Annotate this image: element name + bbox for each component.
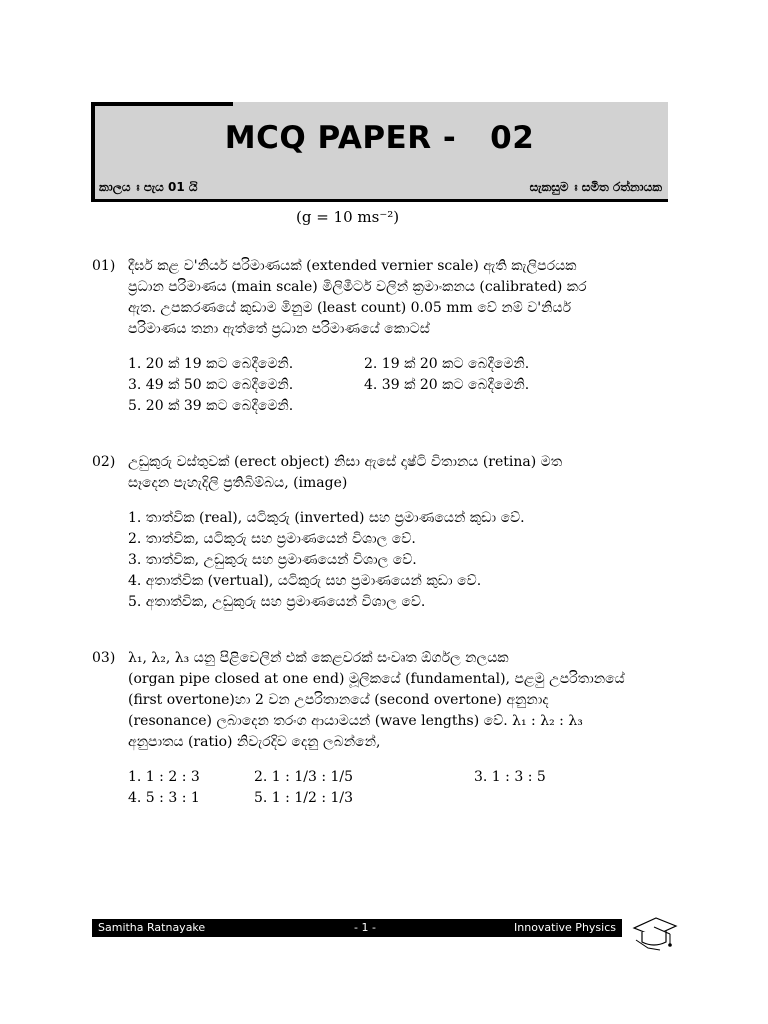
footer-author: Samitha Ratnayake (98, 921, 206, 934)
gravity-note: (g = 10 ms⁻²) (296, 208, 400, 226)
option-4[interactable]: 4. 5 : 3 : 1 (128, 790, 200, 806)
question-text-line: ඇත. උපකරණයේ කුඩාම මිනුම (least count) 0.05 mm වේ නම් ව'නියර් (128, 300, 572, 316)
option-5[interactable]: 5. 1 : 1/2 : 1/3 (254, 790, 354, 806)
question-text (128, 452, 692, 494)
option-1[interactable]: 1. 20 ක් 19 කට බෙදීමෙනි. (128, 356, 294, 372)
question-text-line: (organ pipe closed at one end) මූලිකයේ (fundamental), පළමු උපරිතානයේ (128, 671, 625, 687)
question-text-line: දීර්ඝ කළ ව'නියර් පරිමාණයක් (extended vernier scale) ඇති කැලිපරයක (128, 258, 577, 274)
option-2[interactable]: 2. තාත්වික, යටිකුරු සහ ප්‍රමාණයෙන් විශාල වේ. (128, 531, 416, 547)
question-1 (92, 256, 692, 420)
option-3[interactable]: 3. තාත්වික, උඩුකුරු සහ ප්‍රමාණයෙන් විශාල වේ. (128, 552, 417, 568)
question-2 (92, 452, 692, 616)
answer-options (128, 354, 692, 420)
option-4[interactable]: 4. අතාත්වික (vertual), යටිකුරු සහ ප්‍රමාණයෙන් කුඩා වේ. (128, 573, 482, 589)
question-text (128, 256, 692, 340)
question-text-line: (resonance) ලබාදෙන තරංග ආයාමයන් (wave lengths) වේ. λ₁ : λ₂ : λ₃ (128, 713, 583, 729)
answer-options (128, 767, 692, 811)
question-text-line: ප්‍රධාන පරිමාණය (main scale) මිලිමීටර් වලින් ක්‍රමාංකනය (calibrated) කර (128, 279, 587, 295)
page-number: - 1 - (354, 921, 376, 934)
question-text-line: (first overtone)හා 2 වන උපරිතානයේ (second overtone) අනුනාද (128, 692, 549, 708)
option-2[interactable]: 2. 19 ක් 20 කට බෙදීමෙනි. (364, 356, 530, 372)
option-4[interactable]: 4. 39 ක් 20 කට බෙදීමෙනි. (364, 377, 530, 393)
question-number: 01) (92, 258, 116, 274)
footer-brand: Innovative Physics (514, 921, 616, 934)
option-1[interactable]: 1. 1 : 2 : 3 (128, 769, 200, 785)
option-3[interactable]: 3. 49 ක් 50 කට බෙදීමෙනි. (128, 377, 294, 393)
graduation-cap-icon (630, 912, 678, 952)
paper-title: MCQ PAPER - 02 (224, 120, 535, 156)
question-text-line: λ₁, λ₂, λ₃ යනු පිළිවෙලින් එක් කෙළවරක් සංවෘත ඕර්ගල නලයක (128, 650, 509, 666)
question-number: 02) (92, 454, 116, 470)
question-3 (92, 648, 692, 811)
question-text-line: සෑදෙන පැහැදිලි ප්‍රතිබිම්බය, (image) (128, 475, 348, 491)
header-top-rule (91, 102, 233, 106)
option-1[interactable]: 1. තාත්වික (real), යටිකුරු (inverted) සහ ප්‍රමාණයෙන් කුඩා වේ. (128, 510, 525, 526)
option-2[interactable]: 2. 1 : 1/3 : 1/5 (254, 769, 354, 785)
question-text-line: උඩුකුරු වස්තුවක් (erect object) නිසා ඇසේ දෘෂ්ටි විතානය (retina) මත (128, 454, 563, 470)
author-label: සැකසුම ඃ සමිත රත්නායක (529, 180, 662, 194)
page-footer (92, 919, 622, 937)
option-3[interactable]: 3. 1 : 3 : 5 (474, 769, 546, 785)
option-5[interactable]: 5. අතාත්වික, උඩුකුරු සහ ප්‍රමාණයෙන් විශාල වේ. (128, 594, 426, 610)
question-number: 03) (92, 650, 116, 666)
answer-options (128, 508, 692, 616)
paper-header (91, 102, 668, 202)
question-text (128, 648, 692, 753)
duration-label: කාලය ඃ පැය 01 යි (99, 180, 198, 194)
header-bottom-rule (91, 199, 668, 202)
question-text-line: අනුපාතය (ratio) නිවැරදිව දෙනු ලබන්නේ, (128, 734, 381, 750)
question-text-line: පරිමාණය තනා ඇත්තේ ප්‍රධාන පරිමාණයේ කොටස් (128, 321, 430, 337)
option-5[interactable]: 5. 20 ක් 39 කට බෙදීමෙනි. (128, 398, 294, 414)
